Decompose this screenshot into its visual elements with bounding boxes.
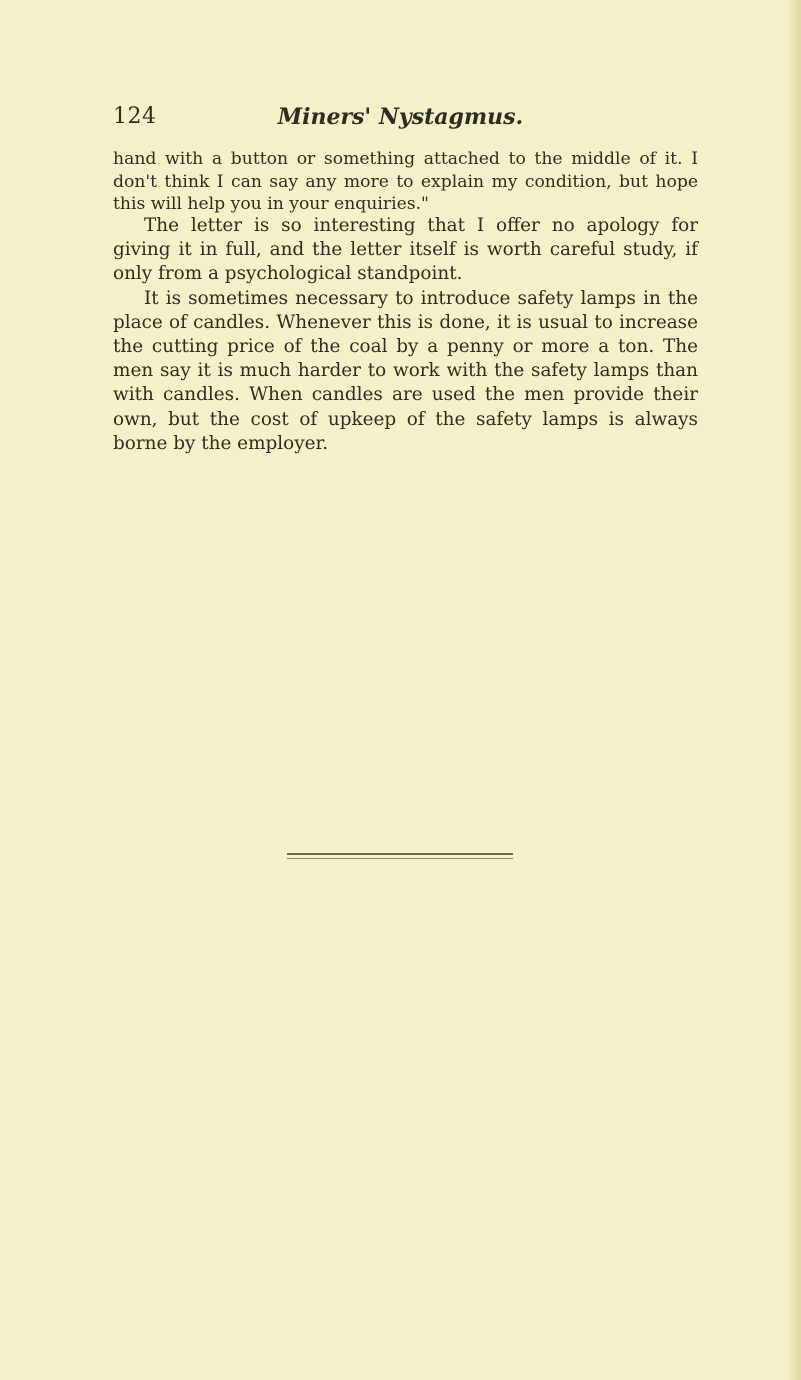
running-title: Miners' Nystagmus. — [277, 104, 524, 130]
quoted-letter-ending — [113, 148, 698, 216]
quote-paragraph: hand with a button or something attached to the middle of it. I don't think I can say any more to explain my condition, but hope this will help you in your enquiries." — [113, 149, 698, 214]
body-text — [113, 214, 698, 456]
paragraph-letter-comment: The letter is so interesting that I offer no apology for giving it in full, and the letter itself is worth careful study, if only from a psychological standpoint. — [113, 215, 698, 285]
page-edge-shadow — [787, 0, 801, 1380]
page-number: 124 — [113, 104, 157, 129]
running-head — [0, 104, 801, 134]
section-end-rule — [287, 853, 513, 855]
paragraph-safety-lamps: It is sometimes necessary to introduce safety lamps in the place of candles. Whenever this is done, it is usual to increase the cutting price of the coal by a penny or more a ton. The men say it is much harder to work with the safety lamps than with candles. When candles are used the men provide their own, but the cost of upkeep of the safety lamps is always borne by the employer. — [113, 287, 698, 454]
section-end-rule-thin — [287, 858, 513, 859]
